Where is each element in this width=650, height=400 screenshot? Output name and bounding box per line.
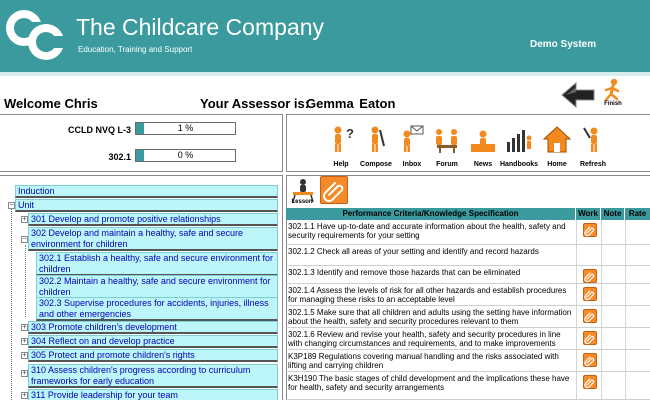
unit-progress (135, 149, 236, 162)
tree-item-310[interactable]: 310 Assess children's progress according to curriculum frameworks for early education (28, 364, 278, 388)
tree-toggle-311[interactable]: + (22, 392, 27, 399)
criteria-row (286, 220, 650, 245)
help-label: Help (333, 161, 349, 168)
qualification-progress-value: 1 % (177, 123, 194, 133)
lesson-label: Lesson (291, 199, 313, 205)
header-bar (0, 0, 650, 72)
criteria-text: 302.1.5 Make sure that all children and adults using the setting have information about the health, safety and security procedures relevant to them (288, 308, 572, 326)
attach-work-icon[interactable] (583, 331, 597, 345)
unit-progress-value: 0 % (177, 150, 194, 160)
criteria-text: 302.1.2 Check all areas of your setting and identify and record hazards (288, 247, 539, 256)
tree-item-304[interactable]: 304 Reflect on and develop practice (28, 335, 278, 348)
svg-text:?: ? (346, 126, 354, 141)
inbox-label: Inbox (402, 161, 422, 168)
qualification-label: CCLD NVQ L-3 (68, 125, 131, 135)
home-icon (542, 124, 572, 154)
tree-toggle-305[interactable]: + (22, 352, 27, 359)
inbox-icon (399, 124, 425, 154)
tree-item-303[interactable]: 303 Promote children's development (28, 321, 278, 334)
finish-label: Finish (604, 101, 622, 107)
refresh-label: Refresh (579, 161, 607, 168)
tree-toggle-302[interactable]: − (22, 236, 27, 243)
forum-icon (432, 124, 462, 154)
tree-item-induction[interactable]: Induction (15, 185, 278, 198)
tree-toggle-304[interactable]: + (22, 338, 27, 345)
compose-icon (363, 124, 389, 154)
col-header-note: Note (601, 208, 625, 220)
criteria-text: 302.1.1 Have up-to-date and accurate information about the health, safety and security requirements for your setting (288, 222, 566, 240)
tree-item-unit[interactable]: Unit (15, 199, 278, 212)
attach-icon[interactable] (320, 176, 348, 204)
refresh-button[interactable] (574, 124, 612, 168)
criteria-row (286, 350, 650, 372)
compose-label: Compose (360, 161, 392, 168)
forum-label: Forum (436, 161, 458, 168)
company-name: The Childcare Company (76, 14, 325, 40)
attach-work-icon[interactable] (583, 375, 597, 389)
col-header-spec: Performance Criteria/Knowledge Specification (286, 208, 576, 220)
tree-toggle-unit[interactable]: − (9, 202, 14, 209)
criteria-text: 302.1.4 Assess the levels of risk for all other hazards and establish procedures for managing these risks to an acceptable level (288, 286, 567, 304)
header-stripe (0, 72, 650, 76)
tree-item-302-2[interactable]: 302.2 Maintain a healthy, safe and secure environment for children (36, 275, 278, 299)
news-label: News (473, 161, 493, 168)
criteria-row (286, 306, 650, 328)
criteria-text: K3H190 The basic stages of child development and the implications these have for health, safety and security arrangements (288, 374, 570, 392)
criteria-text: 302.1.3 Identify and remove those hazards that can be eliminated (288, 268, 521, 277)
attach-work-icon[interactable] (583, 223, 597, 237)
attach-work-icon[interactable] (583, 287, 597, 301)
tree-toggle-310[interactable]: + (22, 370, 27, 377)
col-header-rate: Rate (625, 208, 650, 220)
col-header-work: Work (576, 208, 601, 220)
attach-work-icon[interactable] (583, 353, 597, 367)
home-label: Home (547, 161, 567, 168)
company-tagline: Education, Training and Support (78, 45, 193, 54)
criteria-row (286, 372, 650, 400)
assessor-label: Your Assessor is: (200, 96, 310, 111)
criteria-row (286, 245, 650, 266)
criteria-text: 302.1.6 Review and revise your health, safety and security procedures in line with changing circumstances and requirements, and to make improvements (288, 330, 561, 348)
assessor-name: Gemma Eaton (306, 96, 396, 111)
tree-toggle-301[interactable]: + (22, 216, 27, 223)
company-logo (4, 8, 68, 64)
criteria-text: K3P189 Regulations covering manual handling and the risks associated with lifting and carrying children (288, 352, 559, 370)
handbooks-icon (504, 124, 534, 154)
attach-work-icon[interactable] (583, 309, 597, 323)
criteria-row (286, 266, 650, 284)
tree-guide-line (11, 204, 12, 400)
tree-item-301[interactable]: 301 Develop and promote positive relationships (28, 213, 278, 226)
tree-item-305[interactable]: 305 Protect and promote children's rights (28, 349, 278, 362)
help-icon (328, 124, 354, 154)
refresh-icon (578, 124, 608, 154)
system-label: Demo System (530, 39, 597, 50)
welcome-text: Welcome Chris (4, 96, 98, 111)
tree-item-311[interactable]: 311 Provide leadership for your team (28, 389, 278, 400)
qualification-progress (135, 122, 236, 135)
unit-label: 302.1 (108, 152, 131, 162)
tree-item-302-3[interactable]: 302.3 Supervise procedures for accidents, injuries, illness and other emergencies (36, 297, 278, 321)
tree-guide-line-sub (25, 245, 26, 317)
arrow-left-icon[interactable] (560, 80, 596, 110)
attach-work-icon[interactable] (583, 269, 597, 283)
criteria-row (286, 284, 650, 306)
criteria-row (286, 328, 650, 350)
news-icon (468, 124, 498, 154)
handbooks-label: Handbooks (499, 161, 539, 168)
tree-item-302[interactable]: 302 Develop and maintain a healthy, safe and secure environment for children (28, 227, 278, 251)
tree-item-302-1[interactable]: 302.1 Establish a healthy, safe and secure environment for children (36, 252, 278, 276)
tree-toggle-303[interactable]: + (22, 324, 27, 331)
